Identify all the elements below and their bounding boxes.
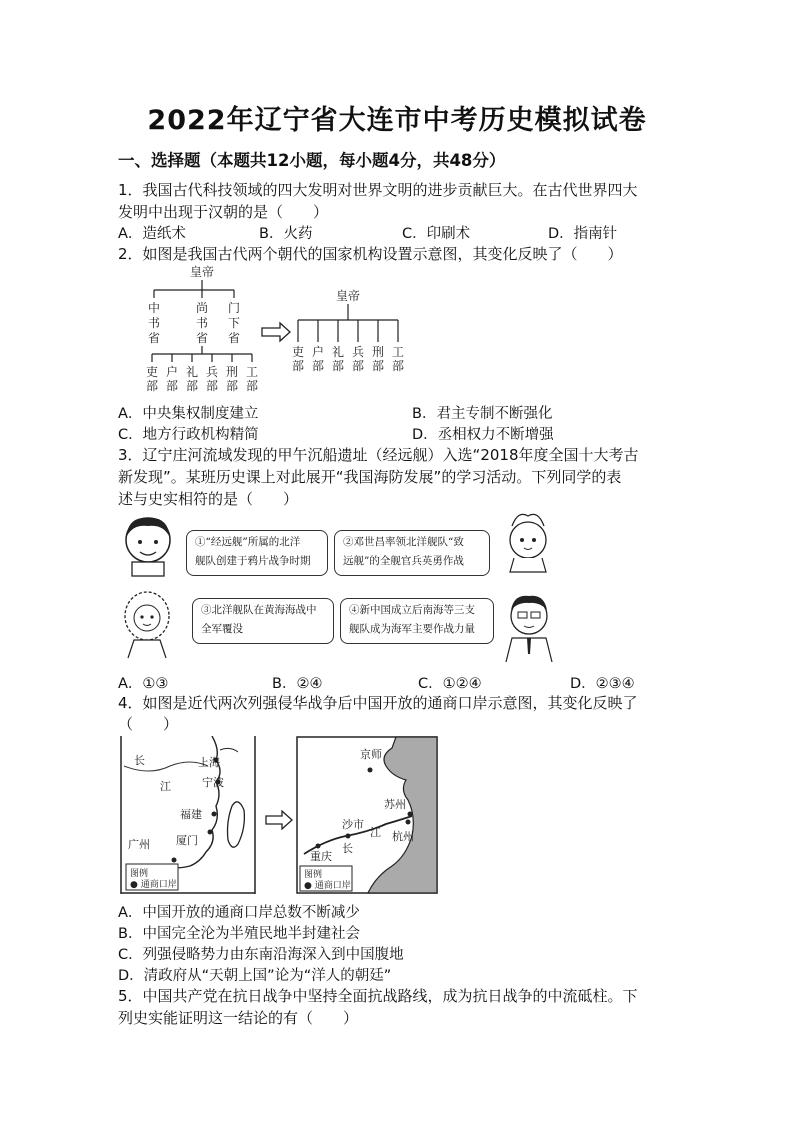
q1-option-c[interactable]: C．印刷术: [402, 226, 471, 242]
statement-bubble-1: [186, 530, 328, 576]
q4-option-a[interactable]: A．中国开放的通商口岸总数不断减少: [118, 905, 360, 921]
right-ministry-4: 刑部: [372, 345, 385, 373]
q2-stem-line1: 2．如图是我国古代两个朝代的国家机构设置示意图，其变化反映了（ ）: [118, 245, 623, 263]
bubble-4-line1: ④新中国成立后南海等三支: [349, 604, 475, 616]
q4-stem-line2: （ ）: [118, 715, 179, 733]
q2-government-diagram: [118, 262, 438, 402]
q3-stem-line2: 新发现”。某班历史课上对此展开“我国海防发展”的学习活动。下列同学的表: [118, 468, 622, 486]
left-emperor-label: 皇帝: [190, 265, 215, 279]
q1-stem-line1: 1．我国古代科技领域的四大发明对世界文明的进步贡献巨大。在古代世界四大: [118, 181, 638, 199]
bubble-3-line1: ③北洋舰队在黄海海战中: [201, 604, 317, 616]
map2-label-suzhou: 苏州: [384, 798, 406, 811]
q3-option-a[interactable]: A．①③: [118, 676, 169, 692]
bubble-2-line1: ②邓世昌率领北洋舰队“致: [343, 536, 464, 548]
map1-legend-title: 图例: [130, 869, 149, 879]
map2-label-chang: 长: [342, 842, 353, 855]
q2-option-b[interactable]: B．君主专制不断强化: [412, 406, 553, 422]
section-heading: 一、选择题（本题共12小题，每小题4分，共48分）: [118, 151, 506, 170]
q5-stem-line2: 列史实能证明这一结论的有（ ）: [118, 1009, 359, 1027]
q1-option-d[interactable]: D．指南针: [548, 226, 618, 242]
map-change-arrow-icon: [264, 810, 294, 830]
map1-legend-item: ● 通商口岸: [130, 880, 177, 890]
student-girl-1-avatar: [118, 512, 178, 578]
q2-option-d[interactable]: D．丞相权力不断增强: [412, 427, 554, 443]
q2-option-c[interactable]: C．地方行政机构精简: [118, 427, 259, 443]
left-three-departments: [148, 300, 240, 345]
left-six-ministries: [146, 364, 258, 393]
map1-label-xiamen: 厦门: [176, 834, 198, 847]
q2-option-a[interactable]: A．中央集权制度建立: [118, 406, 259, 422]
treaty-ports-map-1: [120, 736, 256, 894]
bubble-1-line2: 舰队创建于鸦片战争时期: [195, 555, 311, 567]
bubble-3-line2: 全军覆没: [201, 623, 243, 635]
map1-label-ningbo: 宁波: [202, 776, 224, 789]
map1-label-guangzhou: 广州: [128, 838, 150, 851]
q3-stem-line1: 3．辽宁庄河流域发现的甲午沉船遗址（经远舰）入选“2018年度全国十大考古: [118, 446, 639, 464]
q1-stem-line2: 发明中出现于汉朝的是（ ）: [118, 203, 329, 221]
right-ministry-3: 兵部: [352, 345, 365, 373]
map2-label-jingshi: 京师: [360, 748, 382, 761]
right-ministry-0: 吏部: [292, 345, 305, 373]
q4-option-c[interactable]: C．列强侵略势力由东南沿海深入到中国腹地: [118, 947, 404, 963]
map2-label-hangzhou: 杭州: [392, 830, 414, 843]
map1-label-jiang: 江: [160, 780, 171, 793]
map2-label-shashi: 沙市: [342, 818, 364, 831]
page-title: 2022年辽宁省大连市中考历史模拟试卷: [147, 105, 647, 136]
student-girl-3-avatar: [118, 588, 176, 660]
treaty-ports-map-2: [296, 736, 438, 894]
right-emperor-label: 皇帝: [336, 289, 361, 303]
left-ministry-5: 工部: [246, 365, 259, 393]
left-ministry-1: 户部: [166, 365, 179, 393]
student-girl-2-avatar: [502, 508, 554, 574]
left-ministry-2: 礼部: [186, 365, 199, 393]
right-ministry-2: 礼部: [332, 345, 345, 373]
bubble-1-line1: ①“经远舰”所属的北洋: [195, 536, 301, 548]
student-boy-avatar: [500, 590, 558, 662]
right-ministry-1: 户部: [312, 345, 325, 373]
right-six-ministries: [292, 344, 404, 373]
change-arrow-icon: [262, 323, 290, 341]
statement-bubble-2: [334, 530, 490, 576]
q3-option-d[interactable]: D．②③④: [570, 676, 635, 692]
left-ministry-3: 兵部: [206, 365, 219, 393]
left-dept-0: 中书省: [148, 301, 161, 345]
left-dept-2: 门下省: [228, 301, 241, 345]
map2-label-jiang: 江: [370, 826, 381, 839]
q1-option-a[interactable]: A．造纸术: [118, 226, 186, 242]
left-ministry-0: 吏部: [146, 365, 159, 393]
map2-label-chongqing: 重庆: [310, 850, 332, 863]
left-dept-1: 尚书省: [196, 301, 209, 345]
q4-option-b[interactable]: B．中国完全沦为半殖民地半封建社会: [118, 926, 360, 942]
right-ministry-5: 工部: [392, 345, 405, 373]
bubble-4-line2: 舰队成为海军主要作战力量: [349, 623, 475, 635]
q3-stem-line3: 述与史实相符的是（ ）: [118, 490, 299, 508]
map1-label-chang: 长: [134, 754, 145, 767]
q4-stem-line1: 4．如图是近代两次列强侵华战争后中国开放的通商口岸示意图，其变化反映了: [118, 694, 638, 712]
bubble-2-line2: 远舰”的全舰官兵英勇作战: [343, 555, 464, 567]
map2-legend-title: 图例: [304, 870, 323, 880]
q3-option-b[interactable]: B．②④: [272, 676, 323, 692]
map1-label-shanghai: 上海: [198, 756, 220, 769]
q5-stem-line1: 5．中国共产党在抗日战争中坚持全面抗战路线，成为抗日战争的中流砥柱。下: [118, 987, 638, 1005]
q1-option-b[interactable]: B．火药: [259, 226, 313, 242]
q4-option-d[interactable]: D．清政府从“天朝上国”论为“洋人的朝廷”: [118, 968, 392, 984]
q3-option-c[interactable]: C．①②④: [418, 676, 482, 692]
statement-bubble-4: [340, 598, 494, 644]
map1-label-fujian: 福建: [180, 808, 202, 821]
map2-legend-item: ● 通商口岸: [304, 881, 351, 891]
left-ministry-4: 刑部: [226, 365, 239, 393]
statement-bubble-3: [192, 598, 334, 644]
